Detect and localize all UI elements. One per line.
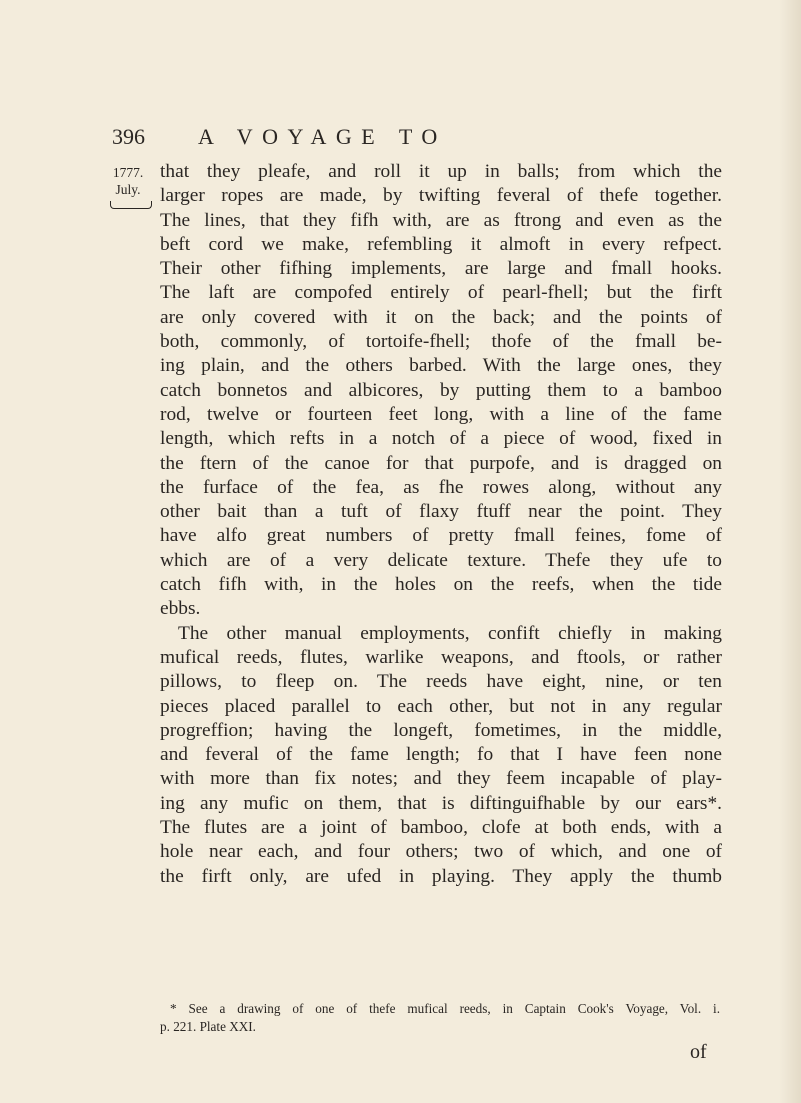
text-line: ing any mufic on them, that is diftinguifhable by our ears*.	[160, 792, 722, 814]
text-line: both, commonly, of tortoife-fhell; thofe of the fmall be-	[160, 331, 722, 353]
text-line: which are of a very delicate texture. Thefe they ufe to	[160, 549, 722, 571]
footnote	[160, 1000, 720, 1036]
text-line: larger ropes are made, by twifting feveral of thefe together.	[160, 185, 722, 207]
text-line: length, which refts in a notch of a piece of wood, fixed in	[160, 428, 722, 450]
text-line: Their other fifhing implements, are large and fmall hooks.	[160, 258, 722, 280]
text-line: The other manual employments, confift chiefly in making	[178, 622, 722, 644]
margin-date-note	[110, 164, 146, 209]
text-line: progreffion; having the longeft, fometimes, in the middle,	[160, 719, 722, 741]
text-line: the ftern of the canoe for that purpofe, and is dragged on	[160, 452, 722, 474]
text-line: catch fifh with, in the holes on the reefs, when the tide	[160, 574, 722, 596]
text-line: The lines, that they fifh with, are as ftrong and even as the	[160, 209, 722, 231]
margin-brace	[110, 201, 152, 209]
text-line: ing plain, and the others barbed. With the large ones, they	[160, 355, 722, 377]
page-edge-shadow	[779, 0, 801, 1103]
footnote-line: * See a drawing of one of thefe mufical reeds, in Captain Cook's Voyage, Vol. i.	[170, 1001, 720, 1016]
catchword: of	[690, 1041, 707, 1063]
page-header	[112, 124, 692, 154]
text-line: hole near each, and four others; two of which, and one of	[160, 841, 722, 863]
page-number: 396	[112, 124, 145, 149]
text-line: the firft only, are ufed in playing. They apply the thumb	[160, 865, 722, 887]
text-line: the furface of the fea, as fhe rowes along, without any	[160, 476, 722, 498]
text-line: ebbs.	[160, 598, 201, 620]
body-text	[160, 160, 722, 889]
margin-year: 1777.	[112, 165, 144, 180]
running-head: A VOYAGE TO	[198, 124, 447, 149]
text-line: The laft are compofed entirely of pearl-fhell; but the firft	[160, 282, 722, 304]
text-line: have alfo great numbers of pretty fmall feines, fome of	[160, 525, 722, 547]
text-line: with more than fix notes; and they feem incapable of play-	[160, 768, 722, 790]
margin-month: July.	[115, 182, 141, 197]
text-line: other bait than a tuft of flaxy ftuff near the point. They	[160, 501, 722, 523]
text-line: mufical reeds, flutes, warlike weapons, and ftools, or rather	[160, 646, 722, 668]
footnote-line: p. 221. Plate XXI.	[160, 1019, 256, 1034]
text-line: are only covered with it on the back; and the points of	[160, 306, 722, 328]
text-line: catch bonnetos and albicores, by putting them to a bamboo	[160, 379, 722, 401]
text-line: The flutes are a joint of bamboo, clofe at both ends, with a	[160, 817, 722, 839]
text-line: and feveral of the fame length; fo that I have feen none	[160, 744, 722, 766]
text-line: rod, twelve or fourteen feet long, with a line of the fame	[160, 403, 722, 425]
text-line: that they pleafe, and roll it up in balls; from which the	[160, 161, 722, 182]
text-line: pieces placed parallel to each other, but not in any regular	[160, 695, 722, 717]
text-line: beft cord we make, refembling it almoft in every refpect.	[160, 233, 722, 255]
text-line: pillows, to fleep on. The reeds have eight, nine, or ten	[160, 671, 722, 693]
